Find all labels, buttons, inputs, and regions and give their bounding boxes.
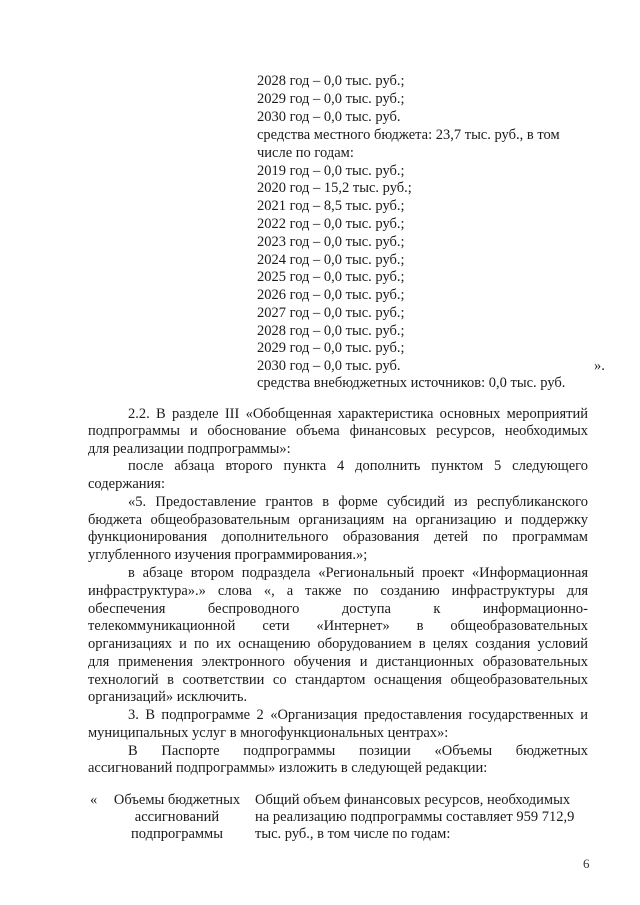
list-line: 2029 год – 0,0 тыс. руб.;: [257, 340, 405, 356]
para-line: организациях и по их оснащению оборудованием в целях создания условий: [88, 636, 588, 652]
word: бюджетных: [515, 743, 588, 759]
para-line: для применения электронного обучения и дистанционных образовательных: [88, 654, 588, 670]
word: обеспечения: [88, 601, 166, 617]
word: позиции: [358, 743, 411, 759]
list-line: 2030 год – 0,0 тыс. руб.: [257, 358, 401, 374]
para-line: инфраструктура».» слова «, а также по созданию инфраструктуры для: [88, 583, 588, 599]
list-line: 2022 год – 0,0 тыс. руб.;: [257, 216, 405, 232]
cell-line: на реализацию подпрограммы составляет 959 712,9: [255, 809, 575, 825]
spread-line: [88, 618, 588, 635]
para-line: функционирования дополнительного образования детей по программам: [88, 529, 588, 545]
list-line: средства местного бюджета: 23,7 тыс. руб., в том: [257, 127, 560, 143]
word: информационно-: [482, 601, 588, 617]
cell-line: тыс. руб., в том числе по годам:: [255, 826, 451, 842]
para-line: подпрограммы и обоснование объема финансовых ресурсов, необходимых: [88, 423, 588, 439]
word: сети: [262, 618, 290, 634]
list-line: средства внебюджетных источников: 0,0 тыс. руб.: [257, 375, 566, 391]
list-line: 2030 год – 0,0 тыс. руб.: [257, 109, 401, 125]
list-line: 2028 год – 0,0 тыс. руб.;: [257, 73, 405, 89]
list-line: 2024 год – 0,0 тыс. руб.;: [257, 252, 405, 268]
cell-line: ассигнований: [134, 809, 220, 825]
list-line: 2020 год – 15,2 тыс. руб.;: [257, 180, 412, 196]
para-line: «5. Предоставление грантов в форме субсидий из республиканского: [128, 494, 588, 510]
para-line: организаций» исключить.: [88, 689, 248, 705]
list-line: 2026 год – 0,0 тыс. руб.;: [257, 287, 405, 303]
para-line: для реализации подпрограммы»:: [88, 441, 291, 457]
closing-quote: ».: [594, 358, 605, 374]
para-line: содержания:: [88, 476, 166, 492]
table-left-cell: [104, 792, 250, 843]
word: Паспорте: [161, 743, 220, 759]
cell-line: подпрограммы: [131, 826, 223, 842]
cell-line: Общий объем финансовых ресурсов, необходимых: [255, 792, 571, 808]
word: В: [128, 743, 138, 759]
para-line: углубленного изучения программирования.»;: [88, 547, 368, 563]
word: «Объемы: [434, 743, 493, 759]
table-right-cell: [255, 792, 591, 843]
list-line: числе по годам:: [257, 145, 354, 161]
para-line: ассигнований подпрограммы» изложить в следующей редакции:: [88, 760, 488, 776]
word: в: [416, 618, 424, 634]
list-line: 2028 год – 0,0 тыс. руб.;: [257, 323, 405, 339]
spread-line: [88, 601, 588, 618]
para-line: муниципальных услуг в многофункциональных центрах»:: [88, 725, 449, 741]
list-line: 2019 год – 0,0 тыс. руб.;: [257, 163, 405, 179]
word: подпрограммы: [243, 743, 336, 759]
list-line: 2023 год – 0,0 тыс. руб.;: [257, 234, 405, 250]
list-line: 2027 год – 0,0 тыс. руб.;: [257, 305, 405, 321]
para-line: 2.2. В разделе III «Обобщенная характеристика основных мероприятий: [128, 406, 588, 422]
page-number: 6: [583, 856, 590, 871]
para-line: в абзаце втором подраздела «Региональный проект «Информационная: [128, 565, 588, 581]
word: беспроводного: [207, 601, 300, 617]
word: общеобразовательных: [450, 618, 588, 634]
para-line: технологий в соответствии со стандартом оснащения общеобразовательных: [88, 672, 588, 688]
list-line: 2029 год – 0,0 тыс. руб.;: [257, 91, 405, 107]
para-line: после абзаца второго пункта 4 дополнить пунктом 5 следующего: [128, 458, 588, 474]
cell-line: Объемы бюджетных: [113, 792, 241, 808]
para-line: 3. В подпрограмме 2 «Организация предоставления государственных и: [128, 707, 588, 723]
para-line: бюджета общеобразовательным организациям на организацию и поддержку: [88, 512, 588, 528]
word: доступа: [341, 601, 391, 617]
open-quote: «: [90, 792, 98, 808]
spread-line: [128, 743, 588, 760]
list-line: 2021 год – 8,5 тыс. руб.;: [257, 198, 405, 214]
word: к: [433, 601, 441, 617]
word: «Интернет»: [316, 618, 390, 634]
list-line: 2025 год – 0,0 тыс. руб.;: [257, 269, 405, 285]
word: телекоммуникационной: [88, 618, 236, 634]
